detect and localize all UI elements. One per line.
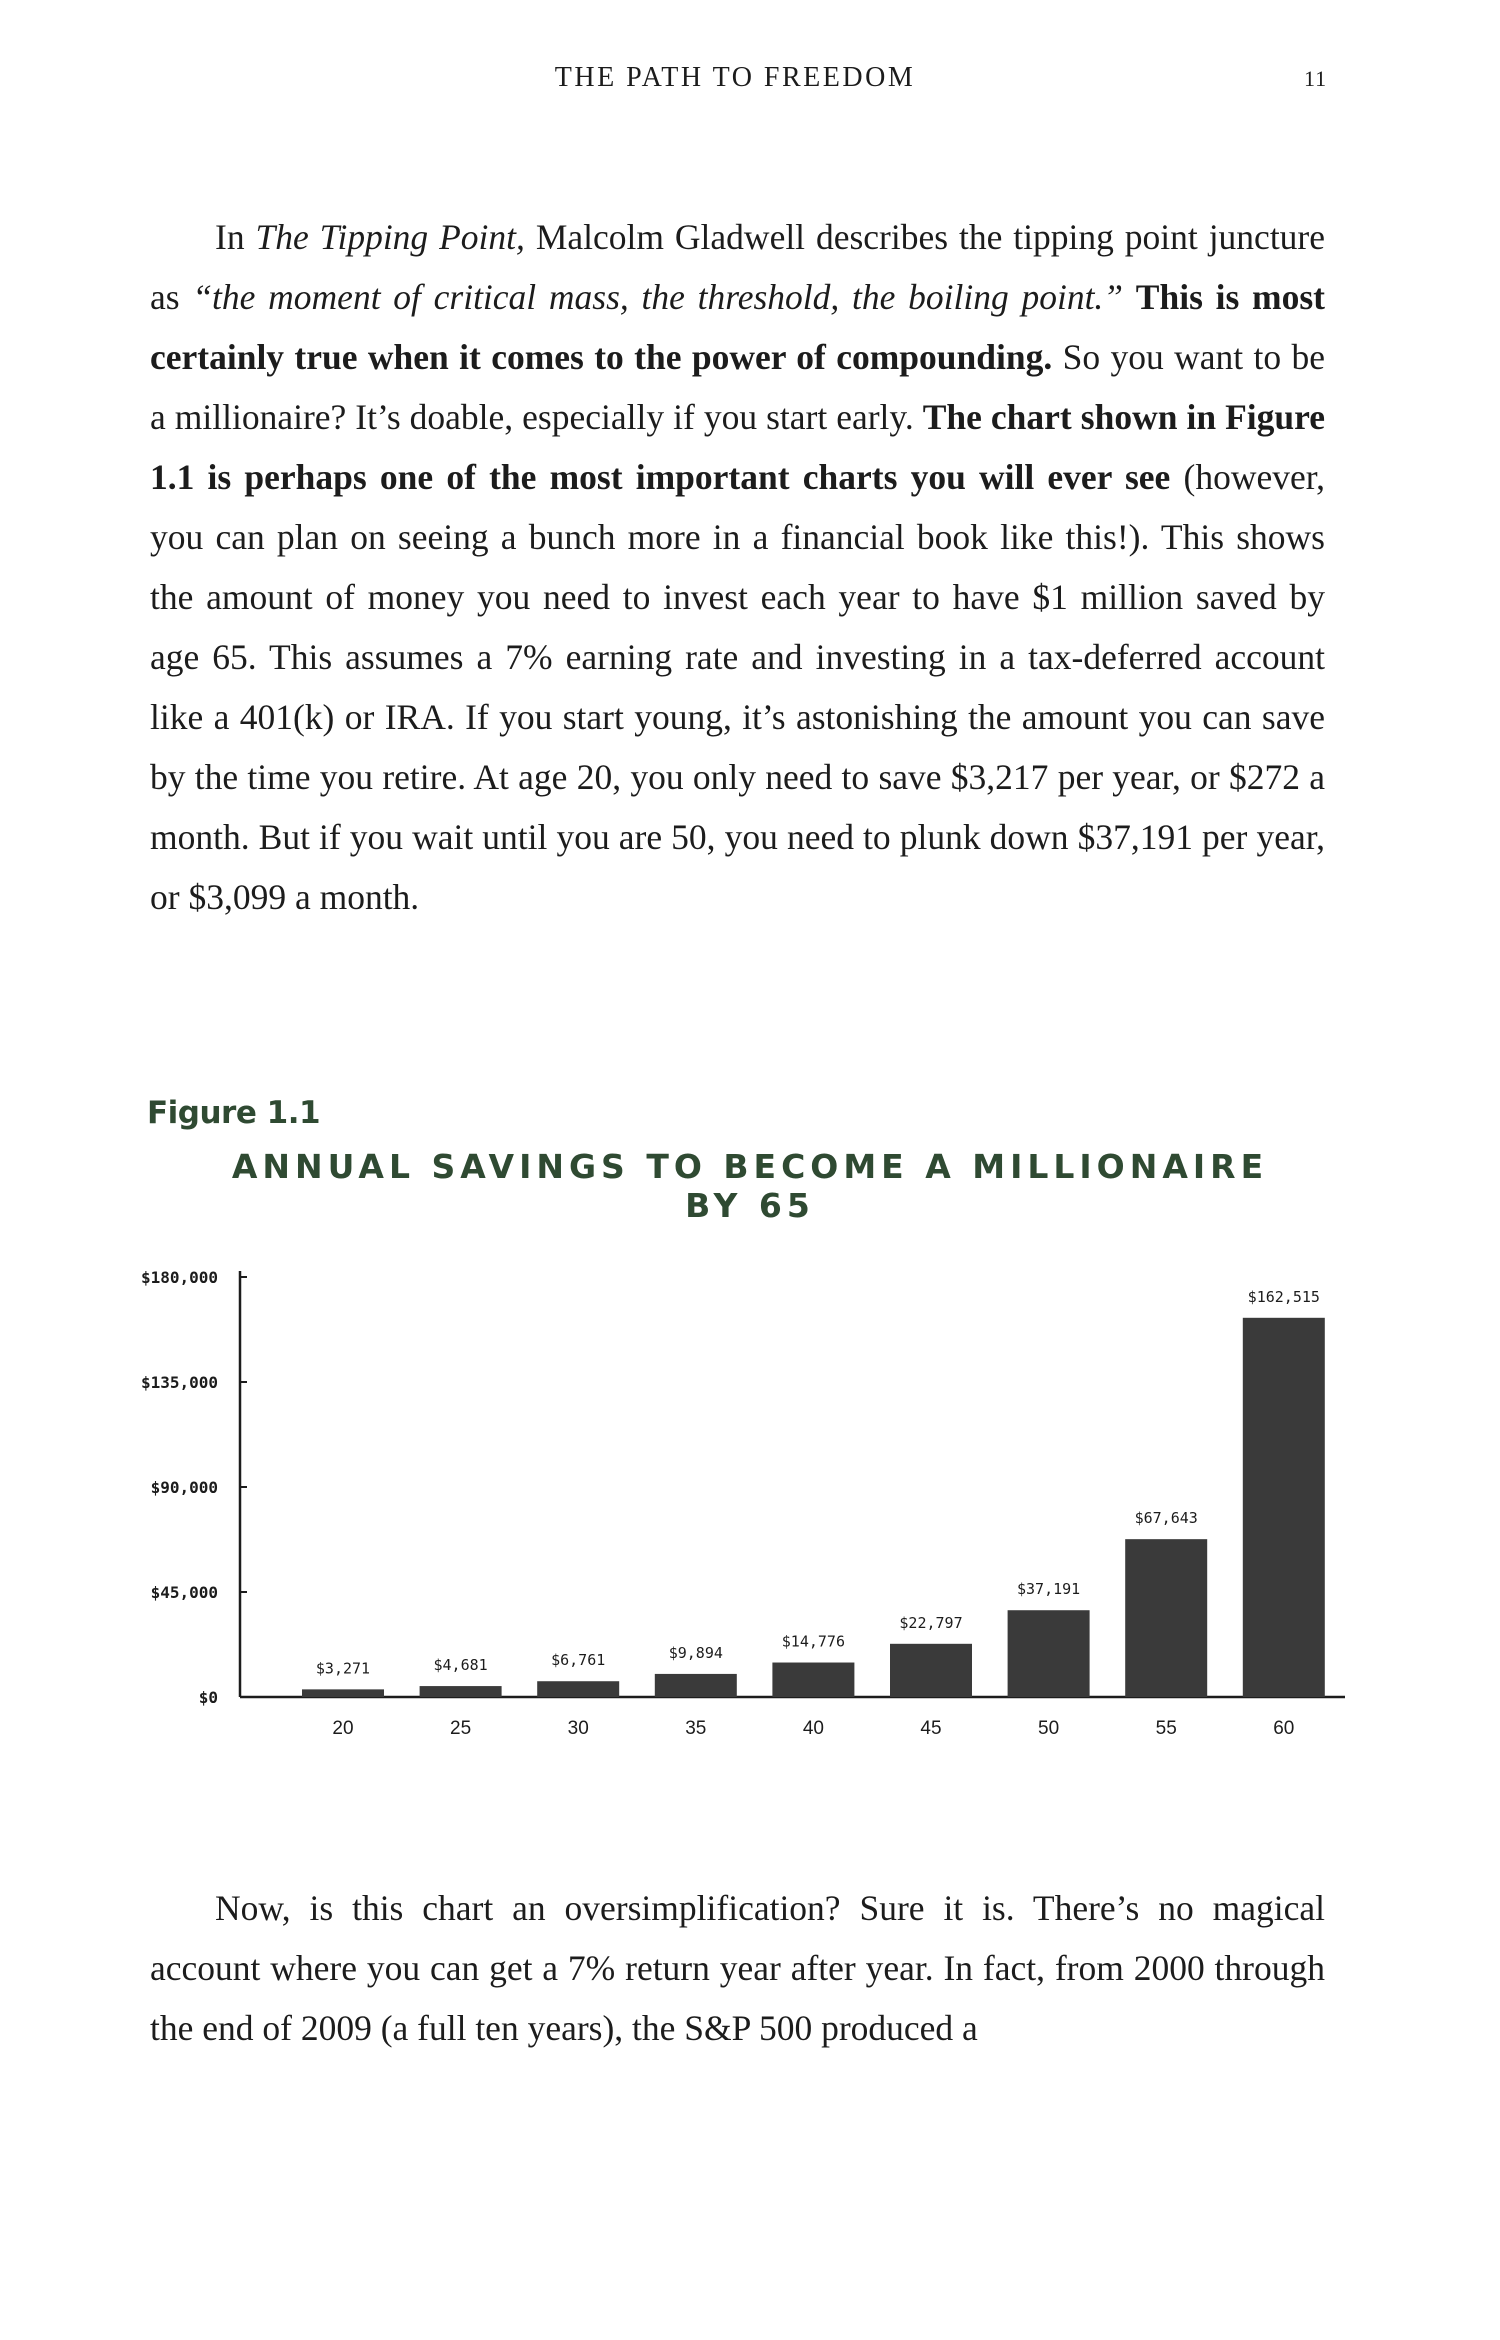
x-tick-label: 20 <box>332 1718 354 1739</box>
bar <box>537 1681 619 1697</box>
p1-text: In <box>215 217 256 257</box>
bar-data-label: $67,643 <box>1134 1509 1198 1528</box>
chart-title: ANNUAL SAVINGS TO BECOME A MILLIONAIRE BY 65 <box>231 1147 1269 1225</box>
y-tick-label: $135,000 <box>140 1373 218 1392</box>
bar <box>890 1644 972 1697</box>
bar-data-label: $37,191 <box>1016 1580 1081 1599</box>
bar-data-label: $14,776 <box>781 1632 846 1651</box>
x-tick-label: 55 <box>1155 1718 1177 1739</box>
page-number: 11 <box>1304 66 1328 91</box>
p1-text: (however, you can plan on seeing a bunch more in a financial book like this!). This shows the amount of money you need to invest each year to have $1 million saved by age 65. This assumes a 7% earning rate and investing in a tax-deferred account like a 401(k) or IRA. If you start young, it’s astonishing the amount you can save by the time you retire. At age 20, you only need to save $3,217 per year, or $272 a month. But if you wait until you are 50, you need to plunk down $37,191 per year, or $3,099 a month. <box>150 457 1325 917</box>
emphasis-compounding: This is most certainly true when it comes to the power of compounding. <box>150 277 1326 377</box>
bar-data-label: $4,681 <box>433 1656 488 1675</box>
bar-data-label: $6,761 <box>551 1651 606 1670</box>
y-tick-label: $180,000 <box>140 1268 218 1287</box>
x-tick-label: 50 <box>1038 1718 1060 1739</box>
bar <box>420 1686 502 1697</box>
x-tick-label: 30 <box>567 1718 589 1739</box>
bar <box>772 1663 854 1697</box>
x-tick-label: 45 <box>920 1718 942 1739</box>
y-tick-label: $90,000 <box>150 1478 218 1497</box>
y-tick-label: $45,000 <box>150 1583 218 1602</box>
p1-text: So you want to be a millionaire? It’s doable, especially if you start early. <box>150 337 1326 437</box>
bar-chart <box>0 1240 1500 1760</box>
book-title: The Tipping Point, <box>255 217 525 257</box>
bar-data-label: $3,271 <box>315 1659 371 1678</box>
quote: “the moment of critical mass, the threshold, the boiling point.” <box>192 277 1124 317</box>
running-head <box>0 62 1500 102</box>
paragraph-1 <box>150 207 1325 927</box>
paragraph-2: Now, is this chart an oversimplification? Sure it is. There’s no magical account where you can get a 7% return year after year. In fact, from 2000 through the end of 2009 (a full ten years), the S&P 500 produced a <box>150 1888 1325 2048</box>
bar <box>1243 1318 1325 1697</box>
figure-label: Figure 1.1 <box>147 1095 321 1131</box>
bar-data-label: $9,894 <box>668 1643 723 1662</box>
bar <box>1125 1539 1207 1697</box>
p1-text: Malcolm Gladwell describes the tipping point juncture as <box>150 217 1326 317</box>
x-tick-label: 35 <box>685 1718 707 1739</box>
emphasis-chart: The chart shown in Figure 1.1 is perhaps one of the most important charts you will ever see <box>150 397 1325 497</box>
bar <box>302 1689 384 1697</box>
x-tick-label: 60 <box>1273 1718 1295 1739</box>
y-tick-label: $0 <box>198 1688 218 1707</box>
running-title: THE PATH TO FREEDOM <box>554 62 916 93</box>
p1-text <box>1123 277 1136 317</box>
x-tick-label: 40 <box>802 1718 824 1739</box>
bar <box>1008 1610 1090 1697</box>
bar-data-label: $22,797 <box>899 1613 963 1632</box>
bar-data-label: $162,515 <box>1247 1287 1320 1306</box>
x-tick-label: 25 <box>450 1718 472 1739</box>
bar <box>655 1674 737 1697</box>
